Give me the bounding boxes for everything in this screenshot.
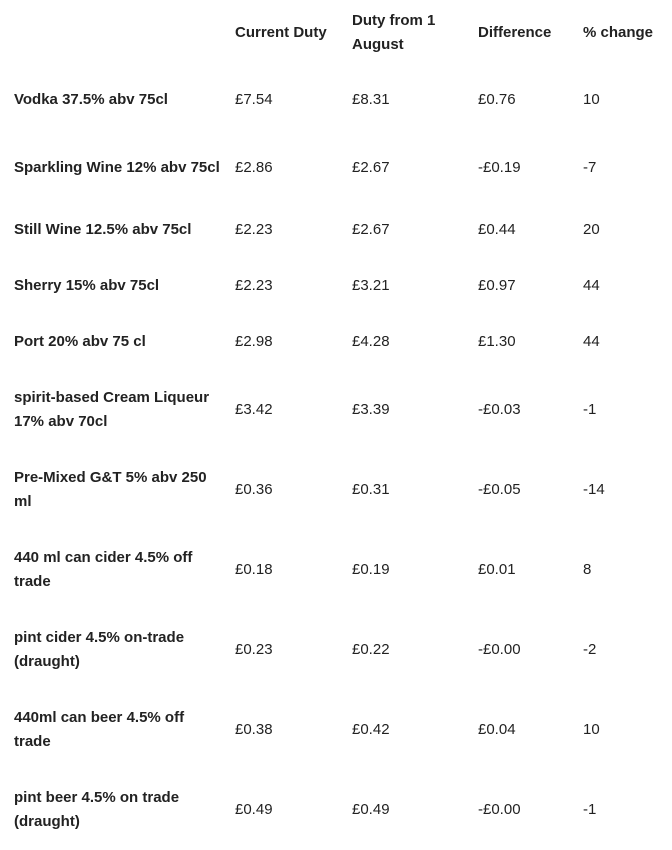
current-duty: £0.38	[235, 721, 273, 738]
percent-change: -1	[583, 801, 597, 818]
percent-change: -7	[583, 159, 597, 176]
table-row	[8, 690, 660, 770]
header-row	[8, 0, 660, 66]
current-duty: £2.23	[235, 221, 273, 238]
table-row	[8, 450, 660, 530]
current-duty: £2.98	[235, 333, 273, 350]
new-duty: £2.67	[352, 159, 390, 176]
header-percent-change: % change	[583, 24, 654, 41]
new-duty: £0.22	[352, 641, 390, 658]
difference: £0.04	[478, 721, 516, 738]
percent-change: 10	[583, 91, 600, 108]
percent-change: 44	[583, 277, 600, 294]
current-duty: £2.86	[235, 159, 273, 176]
table-row	[8, 258, 660, 314]
item-name: 440ml can beer 4.5% off trade	[14, 709, 185, 750]
item-name: Sparkling Wine 12% abv 75cl	[14, 159, 220, 176]
percent-change: 8	[583, 561, 592, 578]
new-duty: £3.21	[352, 277, 390, 294]
table-row	[8, 530, 660, 610]
difference: £0.76	[478, 91, 516, 108]
new-duty: £0.19	[352, 561, 390, 578]
header-current-duty: Current Duty	[235, 24, 327, 41]
difference: -£0.03	[478, 401, 521, 418]
item-name: Pre-Mixed G&T 5% abv 250 ml	[14, 469, 207, 510]
item-name: spirit-based Cream Liqueur 17% abv 70cl	[14, 389, 210, 430]
new-duty: £2.67	[352, 221, 390, 238]
item-name: Sherry 15% abv 75cl	[14, 277, 160, 294]
table-row	[8, 66, 660, 134]
new-duty: £0.42	[352, 721, 390, 738]
item-name: Still Wine 12.5% abv 75cl	[14, 221, 192, 238]
percent-change: 44	[583, 333, 600, 350]
header-item	[8, 0, 229, 66]
percent-change: -14	[583, 481, 605, 498]
difference: £0.97	[478, 277, 516, 294]
difference: -£0.19	[478, 159, 521, 176]
table-row	[8, 370, 660, 450]
new-duty: £8.31	[352, 91, 390, 108]
current-duty: £0.36	[235, 481, 273, 498]
current-duty: £0.49	[235, 801, 273, 818]
difference: -£0.05	[478, 481, 521, 498]
table-row	[8, 134, 660, 202]
percent-change: -2	[583, 641, 597, 658]
table-row	[8, 610, 660, 690]
new-duty: £3.39	[352, 401, 390, 418]
current-duty: £7.54	[235, 91, 273, 108]
header-duty-from-august: Duty from 1 August	[352, 12, 436, 53]
header-difference: Difference	[478, 24, 552, 41]
current-duty: £3.42	[235, 401, 273, 418]
difference: -£0.00	[478, 801, 521, 818]
difference: £0.44	[478, 221, 516, 238]
item-name: Vodka 37.5% abv 75cl	[14, 91, 168, 108]
item-name: pint cider 4.5% on-trade (draught)	[14, 629, 185, 670]
difference: £1.30	[478, 333, 516, 350]
percent-change: -1	[583, 401, 597, 418]
item-name: 440 ml can cider 4.5% off trade	[14, 549, 193, 590]
current-duty: £0.23	[235, 641, 273, 658]
table-row	[8, 202, 660, 258]
current-duty: £2.23	[235, 277, 273, 294]
duty-table	[8, 0, 660, 850]
item-name: pint beer 4.5% on trade (draught)	[14, 789, 180, 830]
new-duty: £0.49	[352, 801, 390, 818]
percent-change: 10	[583, 721, 600, 738]
table-row	[8, 314, 660, 370]
table-row	[8, 770, 660, 850]
new-duty: £4.28	[352, 333, 390, 350]
new-duty: £0.31	[352, 481, 390, 498]
percent-change: 20	[583, 221, 600, 238]
item-name: Port 20% abv 75 cl	[14, 333, 146, 350]
current-duty: £0.18	[235, 561, 273, 578]
difference: -£0.00	[478, 641, 521, 658]
difference: £0.01	[478, 561, 516, 578]
